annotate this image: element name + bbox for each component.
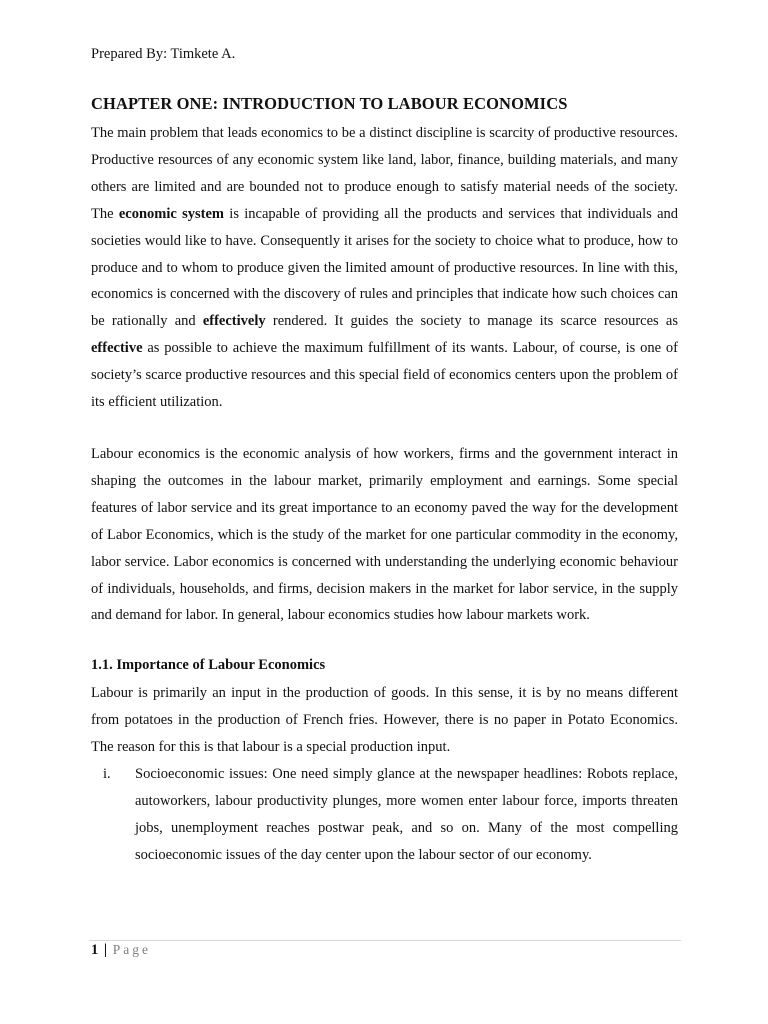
intro-text-2: is incapable of providing all the products and services that individuals and societies would like to have. Consequently it arises for the society to choice what to produce, how to produce and to whom to produce given the limited amount of productive resources. In line with this, economics is concerned with the discovery of rules and principles that indicate how such choices can be rationally and: [91, 205, 679, 330]
footer-divider: [89, 940, 681, 941]
list-item: [91, 761, 678, 869]
intro-text-4: as possible to achieve the maximum fulfillment of its wants. Labour, of course, is one of society’s scarce productive resources and this special field of economics centers upon the problem of its efficient utilization.: [91, 340, 678, 411]
paragraph-gap: [91, 629, 678, 654]
section-heading: 1.1. Importance of Labour Economics: [91, 657, 326, 674]
labour-economics-paragraph: Labour economics is the economic analysis of how workers, firms and the government interact in shaping the outcomes in the labour market, primarily employment and earnings. Some special features of labor service and its great importance to an economy paved the way for the development of Labor Economics, which is the study of the market for one particular commodity in the economy, labor service. Labor economics is concerned with understanding the underlying economic behaviour of individuals, households, and firms, decision makers in the market for labor service, in the supply and demand for labor. In general, labour economics studies how labour markets work.: [91, 445, 678, 624]
bold-effective: effective: [91, 340, 143, 357]
footer-separator: |: [103, 942, 108, 958]
page-number: 1: [91, 942, 99, 958]
paragraph-gap: [91, 416, 678, 441]
list-item-text: Socioeconomic issues: One need simply glance at the newspaper headlines: Robots replace, autoworkers, labour productivity plunges, more women enter labour force, imports threaten jobs, unemployment reaches postwar peak, and so on. Many of the most compelling socioeconomic issues of the day center upon the labour sector of our economy.: [135, 766, 678, 863]
prepared-by-header: Prepared By: Timkete A.: [91, 46, 236, 62]
chapter-title: CHAPTER ONE: INTRODUCTION TO LABOUR ECONOMICS: [91, 94, 568, 113]
page-content: [91, 93, 678, 869]
section-intro-paragraph: Labour is primarily an input in the production of goods. In this sense, it is by no means different from potatoes in the production of French fries. However, there is no paper in Potato Economics. The reason for this is that labour is a special production input.: [91, 685, 678, 756]
intro-text-3: rendered. It guides the society to manage its scarce resources as: [265, 313, 678, 330]
list-marker: i.: [103, 766, 111, 783]
page-footer: [91, 942, 151, 959]
bold-economic-system: economic system: [118, 205, 224, 222]
importance-list: [91, 761, 678, 869]
bold-effectively: effectively: [202, 313, 266, 330]
page-label: Page: [112, 942, 151, 957]
intro-text-1: The main problem that leads economics to be a distinct discipline is scarcity of productive resources. Productive resources of any economic system like land, labor, finance, building materials, and many others are limited and are bounded not to produce enough to satisfy material needs of the society. The: [91, 125, 678, 222]
intro-paragraph: [91, 120, 678, 416]
